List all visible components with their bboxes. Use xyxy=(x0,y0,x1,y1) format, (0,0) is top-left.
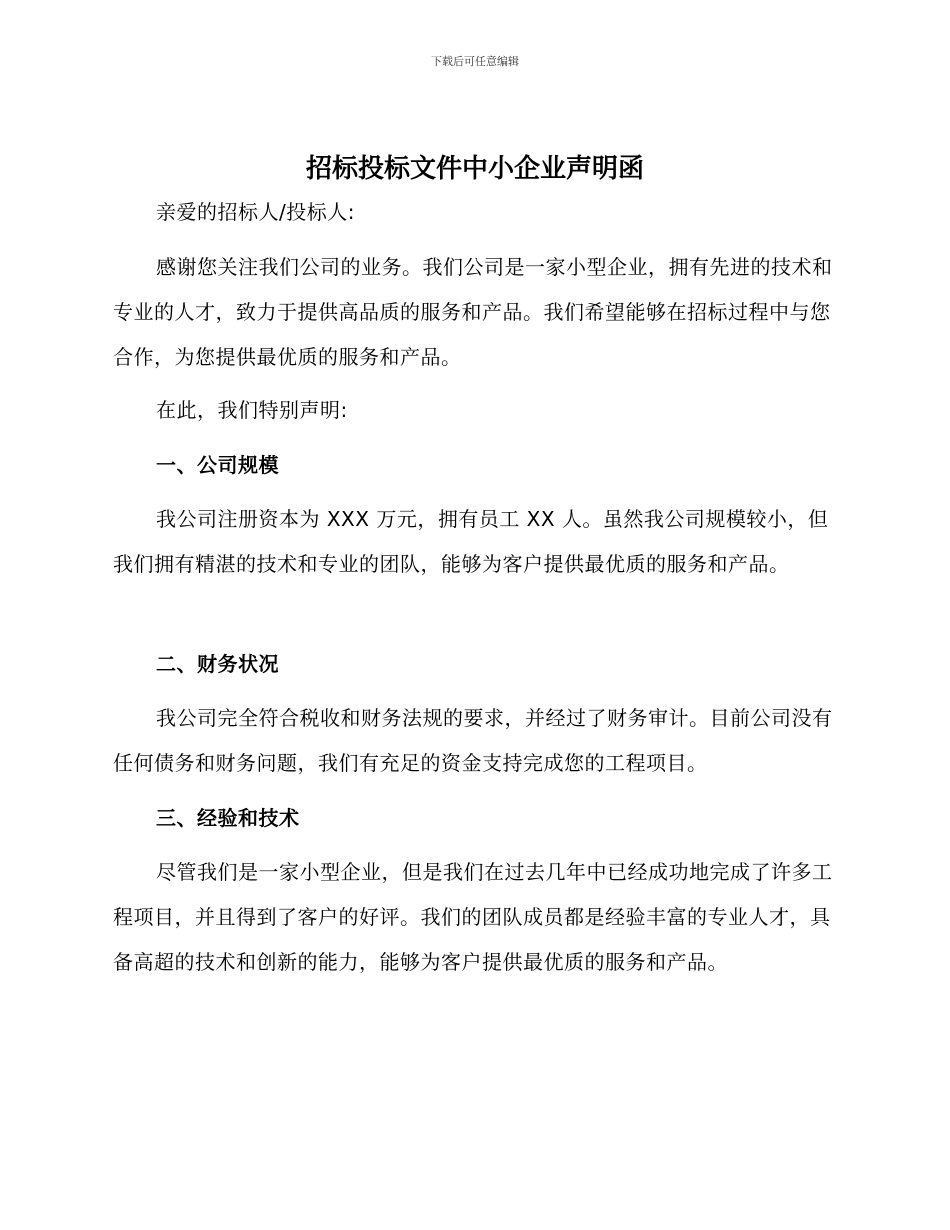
section-body-scale: 我公司注册资本为 XXX 万元，拥有员工 XX 人。虽然我公司规模较小，但我们拥有精湛的技术和专业的团队，能够为客户提供最优质的服务和产品。 xyxy=(113,507,829,576)
section-heading-finance: 二、财务状况 xyxy=(156,652,279,676)
greeting-line: 亲爱的招标人/投标人: xyxy=(156,200,355,224)
section-body-experience: 尽管我们是一家小型企业，但是我们在过去几年中已经成功地完成了许多工程项目，并且得到了客户的好评。我们的团队成员都是经验丰富的专业人才，具备高超的技术和创新的能力，能够为客户提供最优质的服务和产品。 xyxy=(113,860,833,974)
section-heading-experience: 三、经验和技术 xyxy=(156,806,300,830)
section-body-finance: 我公司完全符合税收和财务法规的要求，并经过了财务审计。目前公司没有任何债务和财务问题，我们有充足的资金支持完成您的工程项目。 xyxy=(113,706,833,775)
document-title: 招标投标文件中小企业声明函 xyxy=(305,154,644,184)
statement-lead: 在此，我们特别声明: xyxy=(156,398,348,422)
page-header-note: 下载后可任意编辑 xyxy=(431,55,519,68)
section-heading-scale: 一、公司规模 xyxy=(156,453,279,477)
intro-paragraph: 感谢您关注我们公司的业务。我们公司是一家小型企业，拥有先进的技术和专业的人才，致力于提供高品质的服务和产品。我们希望能够在招标过程中与您合作，为您提供最优质的服务和产品。 xyxy=(113,255,833,369)
